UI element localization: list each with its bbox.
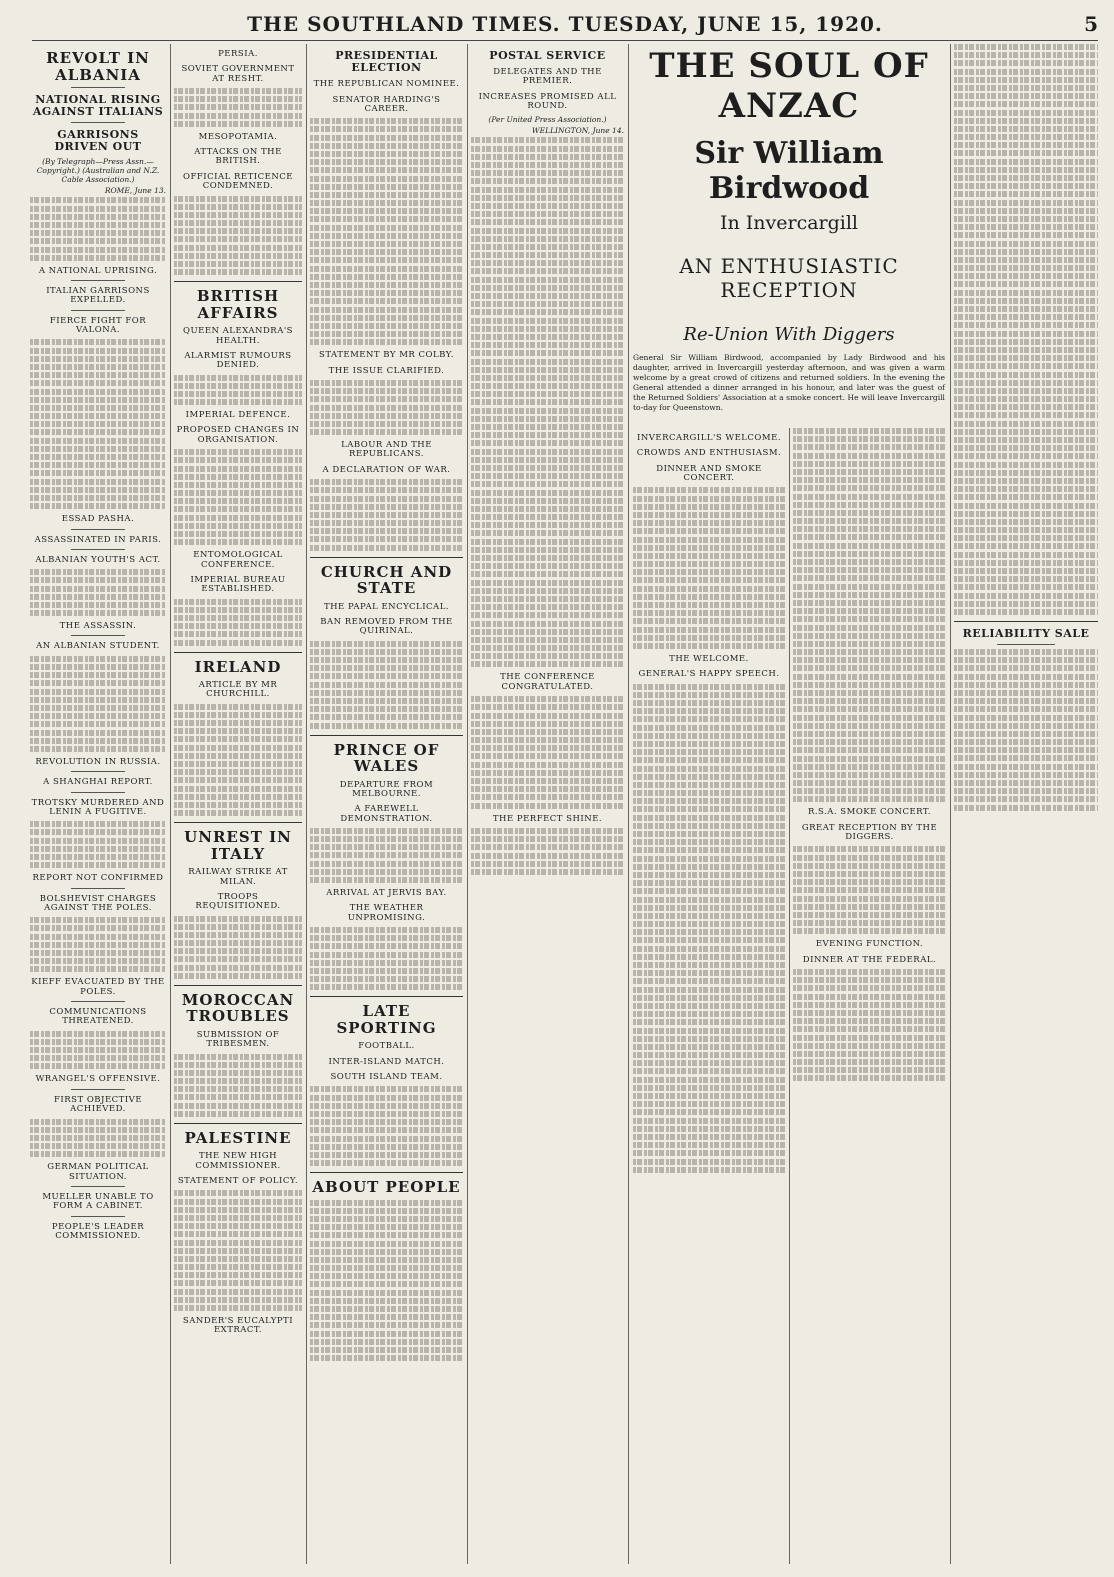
headline-revolt-albania: REVOLT IN ALBANIA [46,49,150,84]
masthead [32,8,1098,41]
subhead: SUBMISSION OF TRIBESMEN. [196,1029,280,1050]
article-body [30,1119,166,1158]
article-body [30,197,166,260]
subhead: DINNER AT THE FEDERAL. [802,954,937,965]
column-rule [628,44,629,1564]
subhead: R.S.A. SMOKE CONCERT. [807,807,932,818]
subhead: CROWDS AND ENTHUSIASM. [636,448,782,459]
column-rule [170,44,171,1564]
subhead: GREAT RECEPTION BY THE DIGGERS. [801,822,938,843]
column-persia [174,44,302,1564]
subhead: INCREASES PROMISED ALL ROUND. [478,91,617,112]
subhead: IMPERIAL DEFENCE. [185,410,291,421]
article-body [310,927,463,990]
headline-reception: AN ENTHUSIASTIC RECEPTION [679,254,899,302]
article-body [310,1200,463,1362]
subhead: THE WEATHER UNPROMISING. [347,903,426,923]
article-body [174,599,302,646]
subhead: EVENING FUNCTION. [815,939,924,950]
article-body [310,380,463,435]
column-presidential [310,44,463,1564]
dateline: WELLINGTON, June 14. [531,126,624,136]
headline-postal-service: POSTAL SERVICE [489,49,606,62]
headline-palestine: PALESTINE [184,1128,292,1147]
subhead: THE PERFECT SHINE. [492,813,603,824]
subhead: MUELLER UNABLE TO FORM A CABINET. [42,1191,154,1212]
subhead: INVERCARGILL'S WELCOME. [636,433,782,443]
headline-invercargill: In Invercargill [719,212,859,234]
subhead: REPORT NOT CONFIRMED [32,873,164,884]
subhead: OFFICIAL RETICENCE CONDEMNED. [183,171,293,192]
article-body [471,137,624,667]
subhead: ITALIAN GARRISONS EXPELLED. [46,286,150,306]
article-body [471,696,624,808]
subhead: A NATIONAL UPRISING. [38,265,158,276]
headline-about-people: ABOUT PEOPLE [312,1178,461,1197]
headline-moroccan-troubles: MOROCCAN TROUBLES [181,990,295,1026]
subhead: SENATOR HARDING'S CAREER. [332,94,441,114]
article-body [174,375,302,406]
advertisement-body [954,649,1098,811]
headline-prince-wales: PRINCE OF WALES [333,740,440,776]
page-number: 5 [1084,12,1098,36]
headline-soul-of-anzac: THE SOUL OF ANZAC [649,46,929,126]
credit-line: (By Telegraph—Press Assn.—Copyright.) (Australian and N.Z. Cable Association.) [36,157,160,185]
subhead: THE NEW HIGH COMMISSIONER. [195,1151,281,1171]
headline-birdwood: Sir William Birdwood [694,136,884,206]
subhead: THE CONFERENCE CONGRATULATED. [500,672,595,692]
subhead: ENTOMOLOGICAL CONFERENCE. [193,550,283,570]
subhead: QUEEN ALEXANDRA'S HEALTH. [182,326,293,346]
subhead: THE ISSUE CLARIFIED. [328,365,445,376]
article-body [633,684,785,1173]
subhead: KIEFF EVACUATED BY THE POLES. [31,977,165,997]
headline-reliability-sale: RELIABILITY SALE [962,626,1090,640]
subhead: A DECLARATION OF WAR. [322,464,451,475]
subhead: WRANGEL'S OFFENSIVE. [35,1074,161,1085]
column-rule [306,44,307,1564]
anzac-headline-block [633,44,945,354]
subhead: GENERAL'S HAPPY SPEECH. [638,669,780,680]
headline-late-sporting: LATE SPORTING [336,1002,437,1037]
subhead: TROOPS REQUISITIONED. [195,891,281,912]
subhead: STATEMENT OF POLICY. [177,1176,299,1187]
subhead: INTER-ISLAND MATCH. [328,1056,445,1067]
column-albania [30,44,166,1564]
credit-line: (Per United Press Association.) [488,115,607,125]
article-body [30,569,166,616]
subhead: PERSIA. [218,49,258,59]
article-body [174,916,302,979]
subhead: PROPOSED CHANGES IN ORGANISATION. [176,425,300,445]
article-body [30,917,166,972]
column-anzac-left [633,428,785,1564]
headline-british-affairs: BRITISH AFFAIRS [196,287,280,322]
article-body [793,969,946,1081]
headline-ireland: IRELAND [194,657,282,676]
subhead: ATTACKS ON THE BRITISH. [194,147,282,167]
subhead: A SHANGHAI REPORT. [43,777,153,788]
subhead: RAILWAY STRIKE AT MILAN. [188,867,288,887]
masthead-title: THE SOUTHLAND TIMES. TUESDAY, JUNE 15, 1920. [247,12,883,36]
subhead: A FAREWELL DEMONSTRATION. [340,804,433,824]
subhead: SOVIET GOVERNMENT AT RESHT. [181,64,295,84]
subhead: COMMUNICATIONS THREATENED. [49,1007,147,1027]
subhead: FOOTBALL. [358,1041,415,1052]
subhead: THE WELCOME. [669,653,749,664]
headline-unrest-italy: UNREST IN ITALY [184,828,292,863]
subhead: ASSASSINATED IN PARIS. [34,534,162,545]
article-body [174,88,302,127]
column-postal [471,44,624,1564]
subhead: ALARMIST RUMOURS DENIED. [184,350,292,371]
headline-garrisons: GARRISONS DRIVEN OUT [54,128,142,154]
subhead: FIERCE FIGHT FOR VALONA. [49,315,147,336]
article-body [30,821,166,868]
article-body [633,487,785,649]
subhead: ARTICLE BY MR CHURCHILL. [198,680,278,700]
subhead: THE ASSASSIN. [59,621,137,632]
subhead: LABOUR AND THE REPUBLICANS. [341,440,432,460]
subhead: THE REPUBLICAN NOMINEE. [313,79,460,90]
article-body [954,44,1098,615]
column-right [954,44,1098,1564]
subhead: IMPERIAL BUREAU ESTABLISHED. [190,574,286,595]
article-body [310,479,463,551]
subhead: DEPARTURE FROM MELBOURNE. [339,779,434,799]
subhead: THE PAPAL ENCYCLICAL. [323,601,450,612]
article-body [174,196,302,276]
article-body [30,339,166,509]
article-body [30,1031,166,1070]
subhead: ALBANIAN YOUTH'S ACT. [35,554,161,565]
article-body [310,1086,463,1166]
article-body [174,1054,302,1117]
subhead: STATEMENT BY MR COLBY. [319,350,454,361]
anzac-lead-paragraph: General Sir William Birdwood, accompanied by Lady Birdwood and his daughter, arrived in Invercargill yesterday afternoon, and was given a warm welcome by a great crowd of citizens and returned soldiers. In the evening the General attended a dinner arranged in his honour, and later was the guest of the Returned Soldiers' Association at a smoke concert. He will leave Invercargill to-day for Queenstown. [633,353,945,412]
subhead: ARRIVAL AT JERVIS BAY. [326,888,447,899]
headline-national-rising: NATIONAL RISING AGAINST ITALIANS [32,93,164,119]
headline-reunion: Re-Union With Diggers [683,324,895,345]
article-body [30,656,166,752]
subhead: BOLSHEVIST CHARGES AGAINST THE POLES. [39,893,157,913]
article-body [310,118,463,345]
article-body [310,641,463,729]
subhead: TROTSKY MURDERED AND LENIN A FUGITIVE. [31,797,165,817]
column-rule [467,44,468,1564]
headline-presidential-election: PRESIDENTIAL ELECTION [335,49,438,75]
subhead: DINNER AND SMOKE CONCERT. [656,463,762,484]
article-body [471,828,624,875]
subhead: MESOPOTAMIA. [198,131,278,142]
column-anzac-right [793,428,946,1564]
subhead: DELEGATES AND THE PREMIER. [493,67,602,87]
article-body [310,828,463,883]
subhead: AN ALBANIAN STUDENT. [36,641,160,652]
column-rule [789,428,790,1564]
subhead: PEOPLE'S LEADER COMMISSIONED. [51,1221,145,1241]
headline-church-state: CHURCH AND STATE [320,562,453,598]
subhead: ESSAD PASHA. [61,514,135,525]
column-rule [950,44,951,1564]
dateline: ROME, June 13. [104,186,166,196]
article-body [174,704,302,816]
article-body [793,428,946,802]
article-body [174,1190,302,1311]
subhead: BAN REMOVED FROM THE QUIRINAL. [320,616,453,637]
subhead: REVOLUTION IN RUSSIA. [35,756,161,767]
article-body [174,449,302,545]
advertisement-sanders: SANDER'S EUCALYPTI EXTRACT. [182,1316,294,1336]
subhead: SOUTH ISLAND TEAM. [330,1072,443,1083]
subhead: FIRST OBJECTIVE ACHIEVED. [53,1094,143,1115]
article-body [793,846,946,934]
subhead: GERMAN POLITICAL SITUATION. [47,1162,149,1182]
